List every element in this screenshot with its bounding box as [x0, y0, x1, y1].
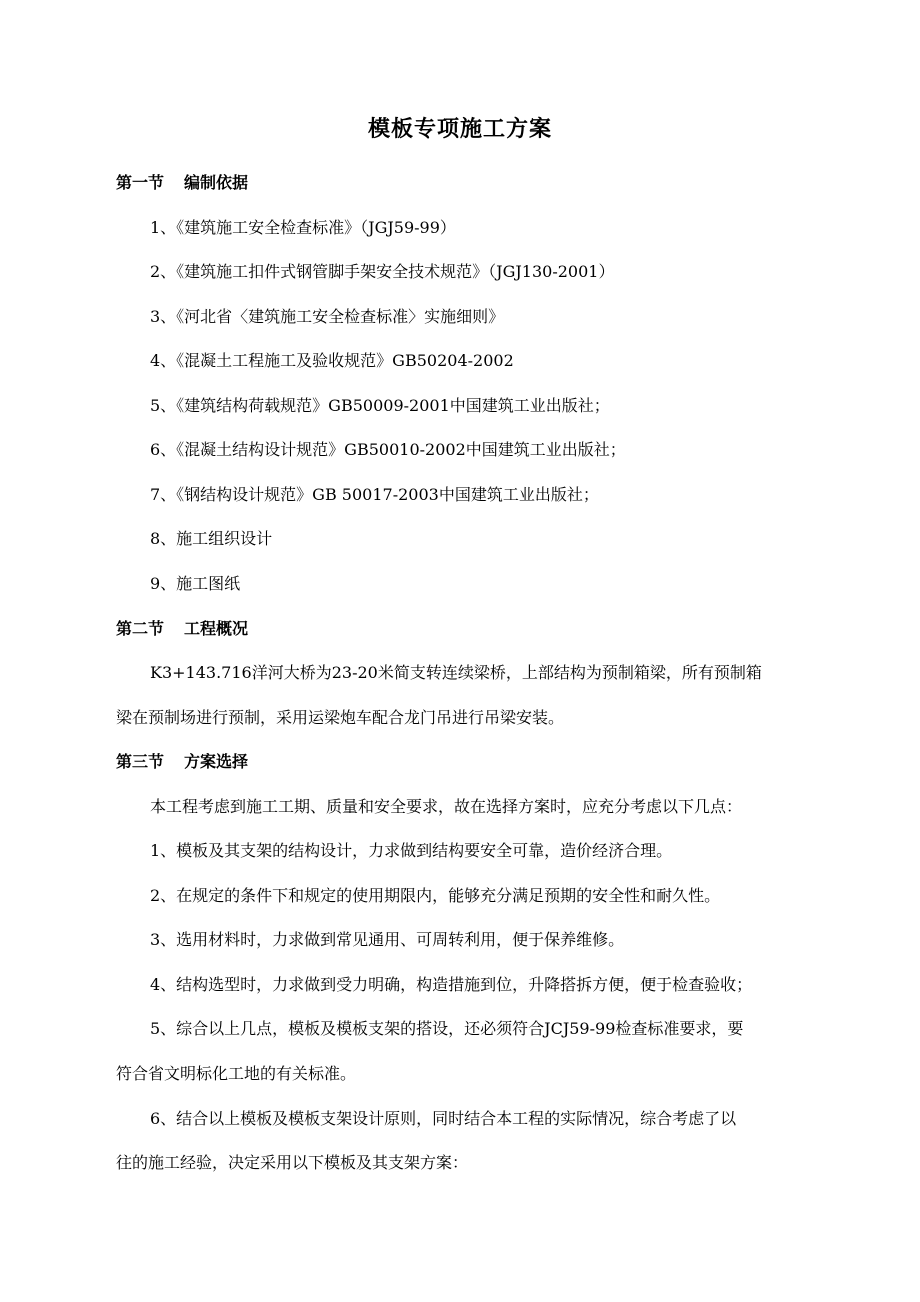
list-item: 9、施工图纸	[150, 574, 241, 593]
list-item: 8、施工组织设计	[150, 529, 273, 548]
section-heading-3	[116, 749, 248, 775]
list-item: 3、《河北省〈建筑施工安全检查标准〉实施细则》	[150, 307, 505, 326]
list-item: 2、在规定的条件下和规定的使用期限内，能够充分满足预期的安全性和耐久性。	[150, 886, 721, 905]
list-item: 6、结合以上模板及模板支架设计原则，同时结合本工程的实际情况，综合考虑了以	[150, 1109, 737, 1128]
paragraph-line: 本工程考虑到施工工期、质量和安全要求，故在选择方案时，应充分考虑以下几点：	[150, 797, 743, 816]
list-item: 3、选用材料时，力求做到常见通用、可周转利用，便于保养维修。	[150, 930, 625, 949]
section-number: 第一节	[116, 173, 165, 192]
section-heading-2	[116, 616, 248, 642]
list-item: 4、结构选型时，力求做到受力明确，构造措施到位，升降搭拆方便，便于检查验收；	[150, 975, 753, 994]
section-heading-1	[116, 170, 248, 196]
list-item: 2、《建筑施工扣件式钢管脚手架安全技术规范》（JGJ130-2001）	[150, 262, 615, 281]
section-name: 编制依据	[184, 173, 249, 192]
section-number: 第二节	[116, 619, 165, 638]
section-number: 第三节	[116, 752, 165, 771]
list-item: 5、《建筑结构荷载规范》GB50009-2001中国建筑工业出版社；	[150, 396, 610, 415]
list-item-continuation: 符合省文明标化工地的有关标准。	[116, 1064, 357, 1083]
list-item: 5、综合以上几点，模板及模板支架的搭设，还必须符合JCJ59-99检查标准要求，要	[150, 1019, 744, 1038]
list-item: 1、《建筑施工安全检查标准》（JGJ59-99）	[150, 218, 456, 237]
paragraph-line: 梁在预制场进行预制，采用运梁炮车配合龙门吊进行吊梁安装。	[116, 708, 565, 727]
list-item: 7、《钢结构设计规范》GB 50017-2003中国建筑工业出版社；	[150, 485, 599, 504]
list-item: 6、《混凝土结构设计规范》GB50010-2002中国建筑工业出版社；	[150, 440, 626, 459]
list-item: 1、模板及其支架的结构设计，力求做到结构要安全可靠，造价经济合理。	[150, 841, 673, 860]
document-title: 模板专项施工方案	[367, 117, 552, 142]
list-item-continuation: 往的施工经验，决定采用以下模板及其支架方案：	[116, 1153, 469, 1172]
list-item: 4、《混凝土工程施工及验收规范》GB50204-2002	[150, 351, 514, 370]
section-name: 方案选择	[184, 752, 249, 771]
section-name: 工程概况	[184, 619, 249, 638]
paragraph-line: K3+143.716洋河大桥为23-20米简支转连续梁桥，上部结构为预制箱梁，所有预制箱	[150, 663, 762, 682]
